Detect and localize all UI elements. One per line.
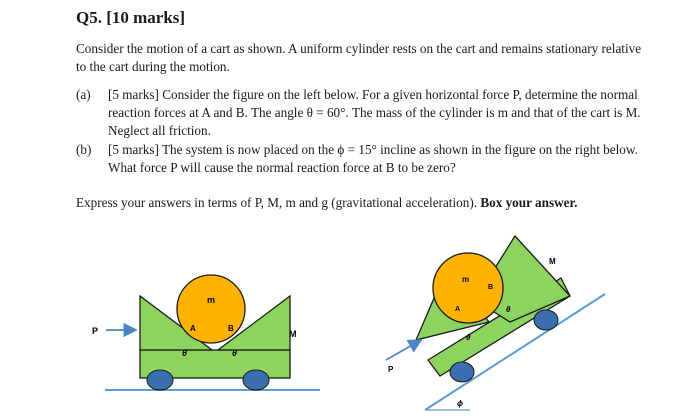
left-point-a-label: A bbox=[190, 324, 196, 333]
right-force-arrow bbox=[386, 340, 421, 360]
right-mass-cylinder-label: m bbox=[462, 275, 470, 284]
incline-angle-label: ϕ bbox=[457, 399, 464, 408]
right-wheel-1 bbox=[450, 362, 474, 382]
question-title: Q5. [10 marks] bbox=[76, 8, 186, 27]
right-point-b-label: B bbox=[488, 284, 494, 291]
instructions-text: Express your answers in terms of P, M, m and g (gravitational acceleration). bbox=[76, 195, 478, 210]
left-point-b-label: B bbox=[228, 324, 234, 333]
right-angle-a-label: θ bbox=[466, 333, 471, 342]
left-wheel-2 bbox=[243, 370, 269, 390]
left-force-label: P bbox=[92, 326, 99, 336]
right-wheel-2 bbox=[534, 310, 558, 330]
part-b-text: [5 marks] The system is now placed on the ϕ = 15° incline as shown in the figure on the right below. What force P will cause the normal reaction force at B to be zero? bbox=[108, 142, 638, 175]
left-figure bbox=[92, 275, 320, 390]
right-mass-cart-label: M bbox=[549, 257, 556, 266]
right-figure bbox=[386, 236, 605, 410]
left-angle-label: θ bbox=[182, 348, 188, 358]
right-point-a-label: A bbox=[455, 306, 461, 313]
right-force-label: P bbox=[388, 365, 394, 374]
left-mass-cylinder-label: m bbox=[207, 295, 216, 305]
part-a-text: [5 marks] Consider the figure on the left below. For a given horizontal force P, determine the normal reaction forces at A and B. The angle θ = 60°. The mass of the cylinder is m and that of the cart is M. Neglect all friction. bbox=[108, 87, 641, 138]
left-mass-cart-label: M bbox=[289, 329, 297, 339]
right-angle-b-label: θ bbox=[506, 305, 511, 314]
part-b-label: (b) bbox=[76, 142, 92, 157]
left-cylinder bbox=[177, 275, 245, 343]
right-angle-label: θ bbox=[232, 348, 238, 358]
question-intro: Consider the motion of a cart as shown. A uniform cylinder rests on the cart and remains stationary relative to the cart during the motion. bbox=[76, 41, 642, 74]
left-wheel-1 bbox=[147, 370, 173, 390]
part-a-label: (a) bbox=[76, 87, 91, 102]
instructions-emphasis: Box your answer. bbox=[480, 195, 578, 210]
